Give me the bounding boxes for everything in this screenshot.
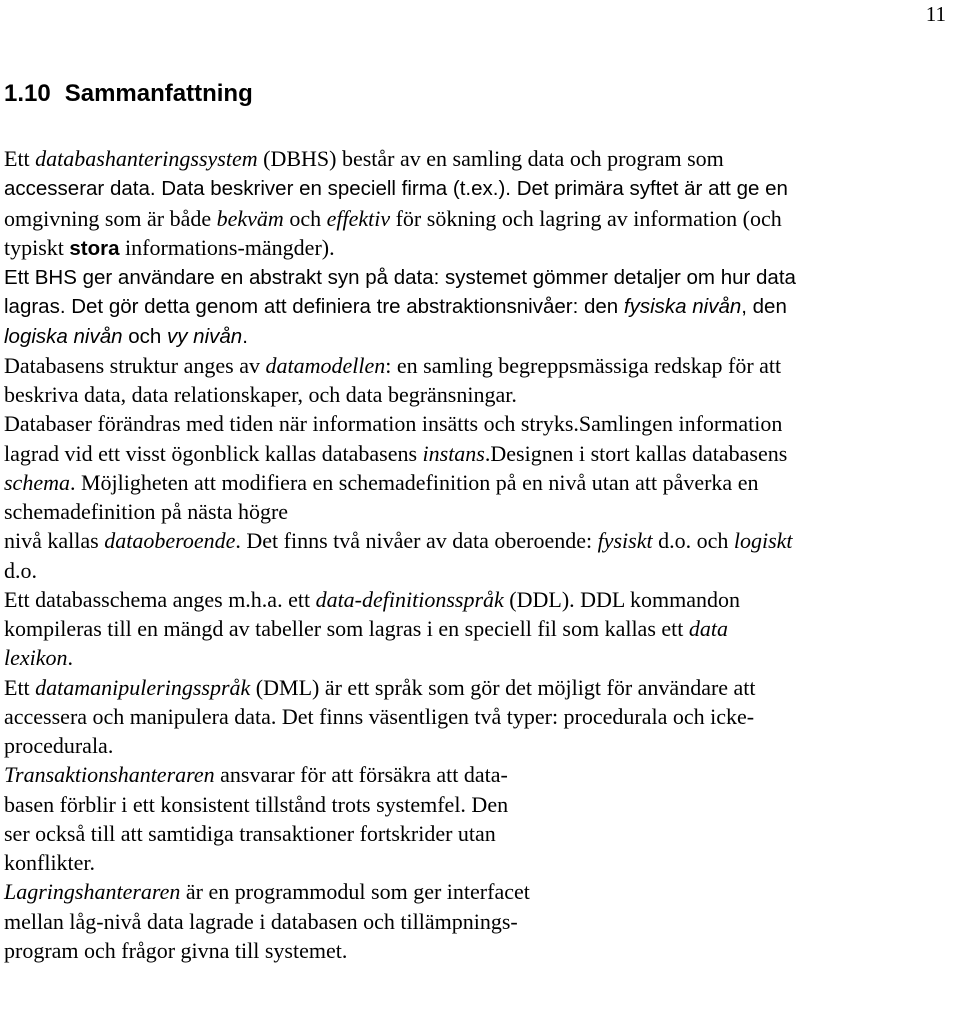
text-run: lagrad vid ett visst ögonblick kallas databasens (4, 440, 423, 466)
term-lagringshanteraren: Lagringshanteraren (4, 879, 181, 905)
term-stora: stora (69, 236, 120, 260)
term-bekvam: bekväm (216, 205, 284, 231)
term-lexikon: lexikon (4, 645, 68, 671)
term-logiskt: logiskt (733, 528, 793, 554)
text-run: .Designen i stort kallas databasens (484, 440, 788, 466)
paragraph-dml (4, 673, 954, 761)
text-run: Ett (4, 146, 36, 171)
term-transaktionshanteraren: Transaktionshanteraren (4, 762, 215, 788)
paragraph-abstraction-levels (4, 263, 954, 351)
section-number: 1.10 (4, 80, 51, 107)
text-run: ansvarar för att försäkra att data- (214, 762, 508, 788)
term-fysiskt: fysiskt (597, 528, 653, 554)
term-fysiska-nivan: fysiska nivån (623, 295, 742, 319)
paragraph-ddl (4, 585, 954, 673)
text-run: (DML) är ett språk som gör det möjligt för användare att (250, 674, 756, 700)
text-run: . (242, 324, 248, 348)
term-vy-nivan: vy nivån (166, 324, 243, 348)
text-run: . Möjligheten att modifiera en schemadefinition på en nivå utan att påverka en (69, 469, 759, 495)
text-run: , den (741, 295, 787, 319)
text-run: och (283, 205, 327, 231)
paragraph-datamodel (4, 351, 954, 410)
text-run: är en programmodul som ger interfacet (180, 879, 530, 905)
term-data: data (688, 616, 728, 641)
term-instans: instans (422, 440, 485, 466)
text-run: d.o. (4, 557, 37, 583)
paragraph-schema-instance (4, 409, 954, 585)
text-run: beskriva data, data relationskaper, och data begränsningar. (4, 382, 517, 407)
text-run: . Det finns två nivåer av data oberoende: (235, 528, 598, 554)
text-run: Ett databasschema anges m.h.a. ett (4, 586, 316, 612)
text-run: för sökning och lagring av information (och (390, 205, 782, 231)
text-run: Ett BHS ger användare en abstrakt syn på data: systemet gömmer detaljer om hur data (4, 266, 796, 289)
summary-body (4, 144, 954, 965)
text-run: Ett (4, 674, 36, 700)
section-heading (4, 79, 253, 109)
paragraph-storage-manager (4, 877, 644, 965)
text-run: nivå kallas (4, 528, 105, 554)
text-run: procedurala. (4, 733, 114, 758)
term-dataoberoende: dataoberoende (104, 528, 236, 554)
text-run: Databaser förändras med tiden när information insätts och stryks.Samlingen information (4, 411, 783, 437)
text-run: d.o. och (652, 528, 734, 554)
text-run: . (67, 645, 74, 671)
term-effektiv: effektiv (326, 205, 391, 231)
paragraph-dbhs-definition (4, 144, 954, 263)
term-datamanipuleringssprak: datamanipuleringsspråk (35, 674, 251, 700)
text-run: ser också till att samtidiga transaktioner fortskrider utan (4, 820, 496, 846)
text-run: (DBHS) består av en samling data och program som (257, 146, 724, 171)
text-run: program och frågor givna till systemet. (4, 937, 348, 963)
text-run: omgivning som är både (4, 205, 217, 231)
text-run: mellan låg-nivå data lagrade i databasen och tillämpnings- (4, 908, 518, 934)
text-run: kompileras till en mängd av tabeller som lagras i en speciell fil som kallas ett (4, 616, 689, 641)
term-logiska-nivan: logiska nivån (4, 324, 123, 348)
text-run: accesserar data. Data beskriver en speciell firma (t.ex.). Det primära syftet är att ge en (4, 177, 788, 201)
term-datamodellen: datamodellen (265, 352, 386, 378)
page-number: 11 (925, 2, 946, 26)
paragraph-transaction-manager (4, 760, 644, 877)
text-run: : en samling begreppsmässiga redskap för att (385, 352, 782, 378)
text-run: och (122, 324, 167, 348)
text-run: informations-mängder). (119, 234, 335, 260)
text-run: konflikter. (4, 850, 96, 875)
text-run: basen förblir i ett konsistent tillstånd trots systemfel. Den (4, 791, 509, 817)
text-run: Databasens struktur anges av (4, 352, 266, 378)
term-data-definitionssprak: data-definitionsspråk (315, 586, 504, 612)
term-schema: schema (4, 469, 70, 495)
text-run: accessera och manipulera data. Det finns väsentligen två typer: procedurala och icke- (4, 703, 755, 729)
text-run: (DDL). DDL kommandon (503, 586, 741, 612)
text-run: lagras. Det gör detta genom att definiera tre abstraktionsnivåer: den (4, 295, 624, 319)
section-title: Sammanfattning (64, 80, 253, 107)
term-databashanteringssystem: databashanteringssystem (35, 146, 258, 171)
text-run: typiskt (4, 234, 70, 260)
text-run: schemadefinition på nästa högre (4, 499, 289, 524)
